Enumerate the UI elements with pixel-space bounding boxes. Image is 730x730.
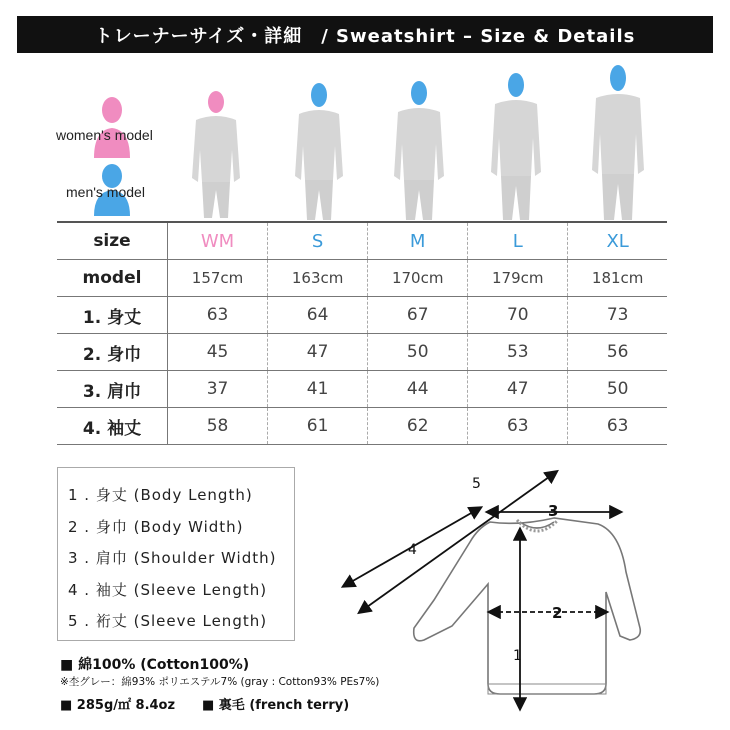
table-row xyxy=(57,334,667,371)
row-label: size xyxy=(57,222,168,260)
sweatshirt-diagram xyxy=(330,462,670,716)
women-model-label: women's model xyxy=(56,127,153,143)
page-title: トレーナーサイズ・詳細 / Sweatshirt – Size & Details xyxy=(94,25,636,47)
table-cell: 63 xyxy=(168,297,268,334)
table-row xyxy=(57,408,667,445)
table-cell: 47 xyxy=(468,371,568,408)
model-figure-m xyxy=(390,80,448,222)
weight-note: ■ 285g/㎡ 8.4oz xyxy=(60,698,176,713)
table-cell: 73 xyxy=(568,297,667,334)
table-row xyxy=(57,297,667,334)
marker-2: 2 xyxy=(552,604,563,622)
measurement-item: 1 . 身丈 (Body Length) xyxy=(68,486,253,504)
marker-3: 3 xyxy=(548,502,559,520)
marker-5: 5 xyxy=(472,476,481,492)
page-header xyxy=(17,16,713,53)
table-row xyxy=(57,371,667,408)
model-figure-wm xyxy=(188,90,244,220)
model-figure-s xyxy=(291,82,347,222)
table-cell: 53 xyxy=(468,334,568,371)
row-label: 4. 袖丈 xyxy=(57,408,168,445)
table-row xyxy=(57,260,667,297)
table-cell: 163cm xyxy=(268,260,368,297)
row-label: 3. 肩巾 xyxy=(57,371,168,408)
lining-note: ■ 裏毛 (french terry) xyxy=(202,698,350,713)
table-cell: 37 xyxy=(168,371,268,408)
measurement-item: 5 . 裄丈 (Sleeve Length) xyxy=(68,612,268,630)
table-cell: 170cm xyxy=(368,260,468,297)
row-label: 1. 身丈 xyxy=(57,297,168,334)
table-cell: 157cm xyxy=(168,260,268,297)
size-cell: S xyxy=(268,222,368,260)
table-cell: 50 xyxy=(568,371,667,408)
measurement-legend xyxy=(57,467,295,641)
table-cell: 63 xyxy=(468,408,568,445)
model-figure-l xyxy=(487,72,545,222)
table-cell: 44 xyxy=(368,371,468,408)
table-cell: 181cm xyxy=(568,260,667,297)
table-cell: 64 xyxy=(268,297,368,334)
table-cell: 62 xyxy=(368,408,468,445)
marker-4: 4 xyxy=(408,542,417,558)
sweatshirt-outline xyxy=(414,518,641,694)
size-cell: L xyxy=(468,222,568,260)
row-label: model xyxy=(57,260,168,297)
table-cell: 56 xyxy=(568,334,667,371)
measurement-item: 3 . 肩巾 (Shoulder Width) xyxy=(68,549,277,567)
table-cell: 41 xyxy=(268,371,368,408)
measurement-item: 2 . 身巾 (Body Width) xyxy=(68,517,244,536)
table-cell: 67 xyxy=(368,297,468,334)
table-cell: 50 xyxy=(368,334,468,371)
table-cell: 63 xyxy=(568,408,667,445)
size-cell: XL xyxy=(568,222,667,260)
table-cell: 70 xyxy=(468,297,568,334)
material-note: ■ 綿100% (Cotton100%) xyxy=(60,657,250,673)
table-row xyxy=(57,222,667,260)
row-label: 2. 身巾 xyxy=(57,334,168,371)
gray-note: ※杢グレー：綿93% ポリエステル7% (gray : Cotton93% PEs7%) xyxy=(60,676,380,688)
table-cell: 61 xyxy=(268,408,368,445)
table-cell: 179cm xyxy=(468,260,568,297)
size-cell: WM xyxy=(168,222,268,260)
size-table xyxy=(57,221,667,445)
model-figure-xl xyxy=(588,64,648,222)
table-cell: 47 xyxy=(268,334,368,371)
table-cell: 58 xyxy=(168,408,268,445)
measurement-item: 4 . 袖丈 (Sleeve Length) xyxy=(68,580,268,599)
size-cell: M xyxy=(368,222,468,260)
table-cell: 45 xyxy=(168,334,268,371)
marker-1: 1 xyxy=(513,648,522,664)
men-model-label: men's model xyxy=(66,184,145,200)
